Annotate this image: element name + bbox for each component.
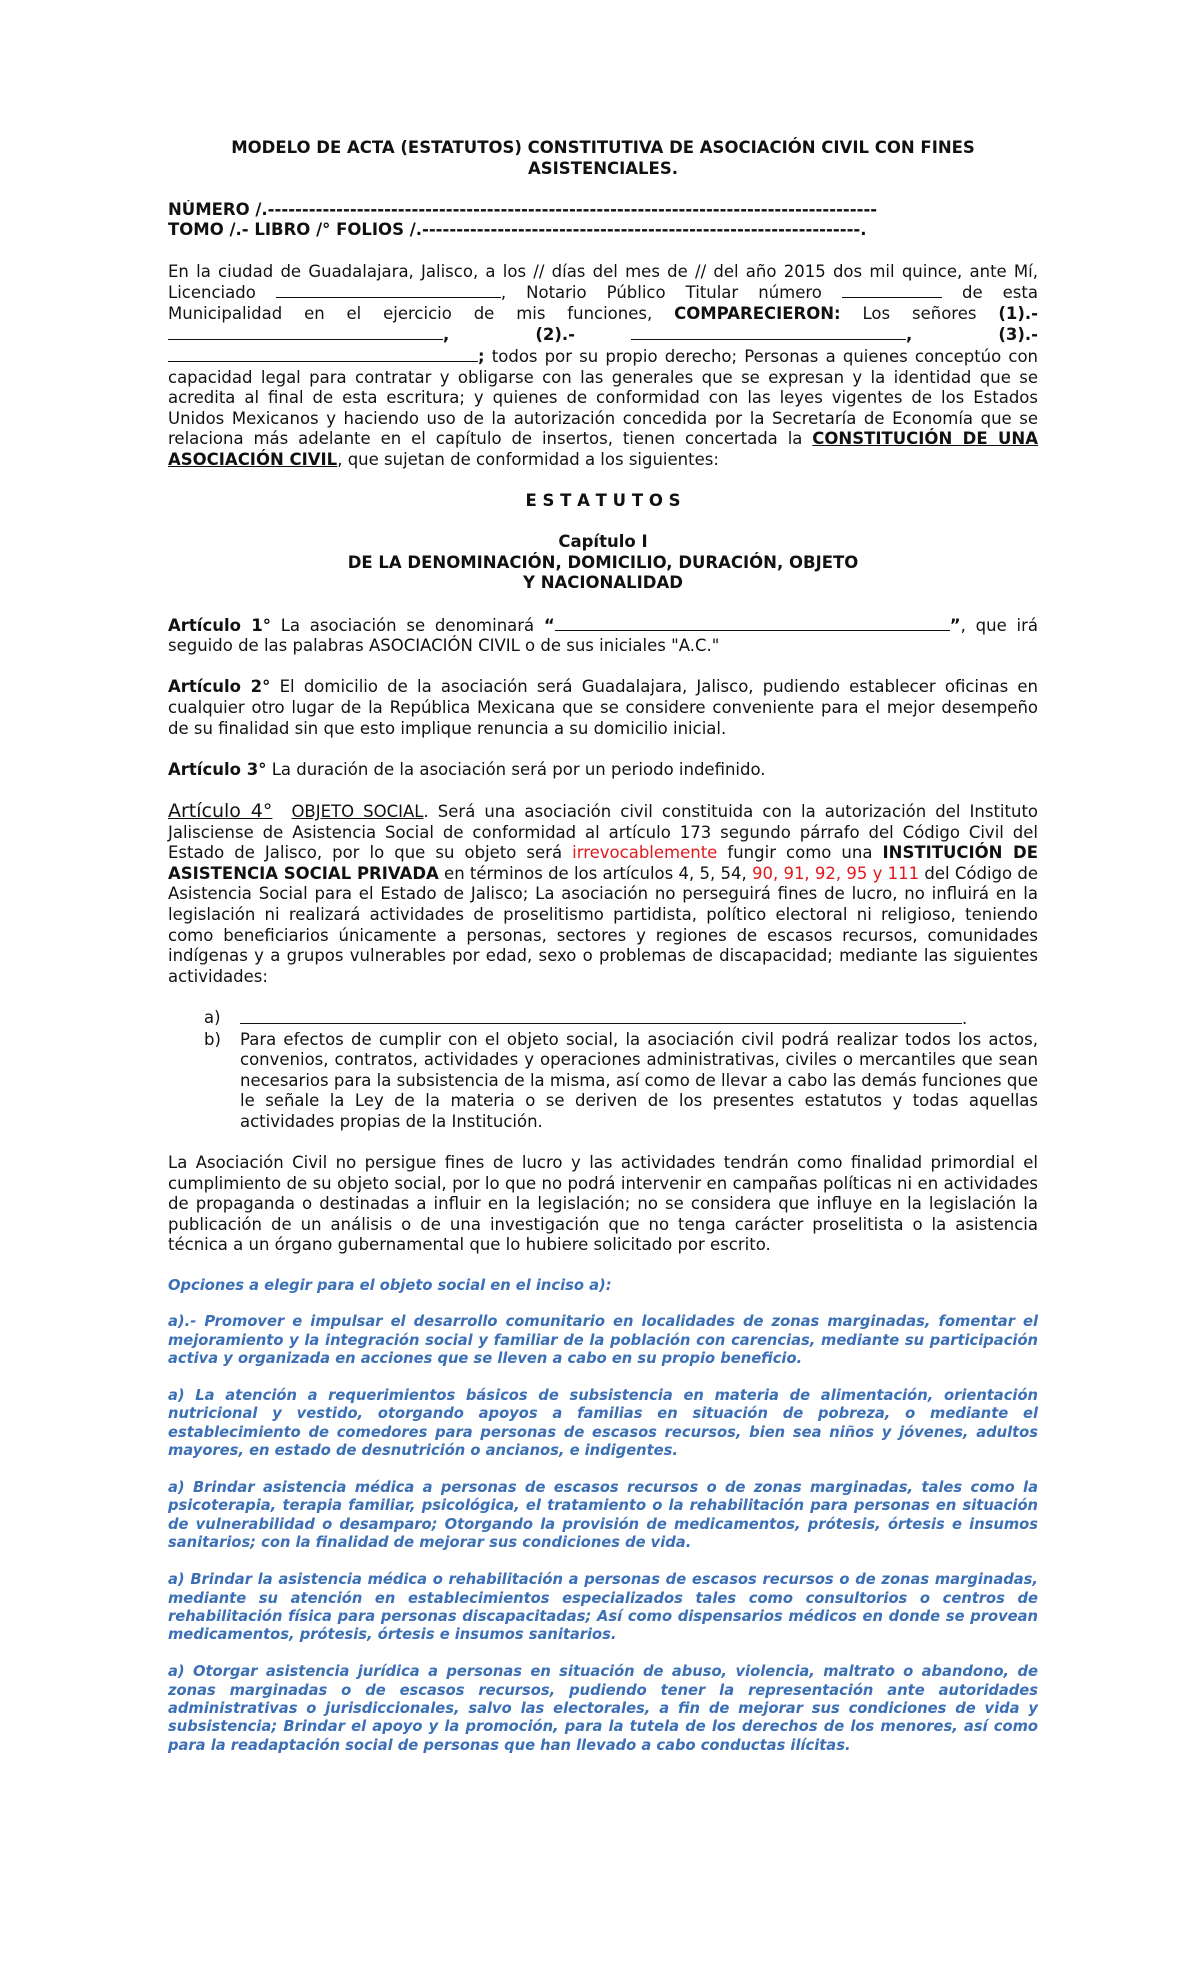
- person-1-blank: [168, 324, 443, 340]
- comma-1: ,: [443, 325, 450, 345]
- article-4-text-4: del Código de Asistencia Social para el Estado de Jalisco; La asociación no perseguirá fines de lucro, no influirá en la legislación ni realizará actividades de proselitismo partidista, político electoral ni religioso, teniendo como beneficiarios únicamente a personas, sectores y regiones de escasos recursos, comunidades indígenas y a grupos vulnerables por edad, sexo o problemas de discapacidad; mediante las siguientes actividades:: [168, 863, 1038, 986]
- notary-name-blank: [276, 282, 501, 298]
- article-2-text: El domicilio de la asociación será Guadalajara, Jalisco, pudiendo establecer oficinas en cualquier otro lugar de la República Mexicana que se considere conveniente para el mejor desempeño de su finalidad sin que esto implique renuncia a su domicilio inicial.: [168, 677, 1038, 738]
- document-page: [168, 138, 1038, 1755]
- list-item-b-text: Para efectos de cumplir con el objeto social, la asociación civil podrá realizar todos los actos, convenios, contratos, actividades y operaciones administrativas, civiles o mercantiles que sean necesarios para la subsistencia de la misma, así como de llevar a cabo las demás funciones que le señale la Ley de la materia o se deriven de los presentes estatutos y todas aquellas actividades propias de la Institución.: [240, 1029, 1038, 1131]
- close-quote: ”: [949, 615, 961, 635]
- person-3-blank: [168, 346, 478, 362]
- comparecieron-label: COMPARECIERON:: [674, 303, 841, 323]
- article-3: [168, 760, 1038, 781]
- intro-text-1: En la ciudad de Guadalajara, Jalisco, a los // días del mes de // del año 2015 dos mil quince, ante Mí, Licenciado: [168, 261, 1038, 303]
- option-1: a).- Promover e impulsar el desarrollo comunitario en localidades de zonas marginadas, fomentar el mejoramiento y la integración social y familiar de la población con carencias, mediante su participación activa y organizada en acciones que se lleven a cabo en su propio beneficio.: [168, 1313, 1038, 1368]
- article-4-text-1: . Será una asociación civil constituida con la autorización del Instituto Jalisciense de Asistencia Social de conformidad al artículo 173 segundo párrafo del Código Civil del Estado de Jalisco, por lo que su objeto será: [168, 802, 1039, 863]
- association-name-blank: [555, 615, 950, 631]
- person-3-label: (3).-: [998, 325, 1039, 345]
- document-title: MODELO DE ACTA (ESTATUTOS) CONSTITUTIVA DE ASOCIACIÓN CIVIL CON FINES ASISTENCIALES.: [231, 138, 975, 178]
- intro-text-5: todos por su propio derecho; Personas a quienes conceptúo con capacidad legal para contratar y obligarse con las generales que se expresan y la identidad que se acredita al final de esta escritura; y quienes de conformidad con las leyes vigentes de los Estados Unidos Mexicanos y haciendo uso de la autorización concedida por la Secretaría de Economía que se relaciona más adelante en el capítulo de insertos, tienen concertada la: [168, 346, 1039, 449]
- options-heading: Opciones a elegir para el objeto social en el inciso a):: [168, 1276, 612, 1294]
- irrevocablemente-text: irrevocablemente: [572, 843, 718, 863]
- article-3-label: Artículo 3°: [168, 759, 267, 779]
- numero-line: NÚMERO /.-----------------------------------------------------------------------------------------: [168, 199, 878, 219]
- institucion-label: INSTITUCIÓN DE ASISTENCIA SOCIAL PRIVADA: [168, 843, 1039, 883]
- article-4: [168, 801, 1038, 987]
- option-4: a) Brindar la asistencia médica o rehabilitación a personas de escasos recursos o de zonas marginadas, mediante su atención en establecimientos especializados tales como consultorios o centros de rehabilitación física para personas discapacitadas; Así como dispensarios médicos en donde se provean medicamentos, prótesis, órtesis e insumos sanitarios.: [168, 1571, 1038, 1644]
- activities-list: [204, 1008, 1038, 1133]
- objeto-social-label: OBJETO SOCIAL: [291, 802, 424, 821]
- article-2: [168, 677, 1038, 739]
- intro-text-3: de esta Municipalidad en el ejercicio de mis funciones,: [168, 283, 1038, 323]
- list-item-a-period: .: [962, 1008, 968, 1028]
- article-1: [168, 615, 1038, 657]
- open-quote: “: [543, 615, 555, 635]
- chapter-title-line-1: DE LA DENOMINACIÓN, DOMICILIO, DURACIÓN, OBJETO: [347, 552, 859, 572]
- tomo-line: TOMO /.- LIBRO /° FOLIOS /.----------------------------------------------------------------.: [168, 220, 867, 240]
- article-4-label: Artículo 4°: [168, 800, 273, 822]
- article-1-text-2: , que irá seguido de las palabras ASOCIACIÓN CIVIL o de sus iniciales "A.C.": [168, 615, 1038, 656]
- intro-text-4: Los señores: [862, 303, 977, 323]
- comma-2: ,: [906, 325, 913, 345]
- chapter-title-line-2: Y NACIONALIDAD: [523, 573, 683, 593]
- person-1-label: (1).-: [998, 303, 1039, 323]
- list-marker-b: b): [204, 1029, 221, 1049]
- chapter-number: Capítulo I: [558, 532, 648, 552]
- list-item-b: [204, 1030, 1038, 1133]
- person-2-blank: [631, 324, 906, 340]
- activity-a-blank: [240, 1008, 962, 1024]
- article-2-label: Artículo 2°: [168, 677, 271, 697]
- intro-text-2: , Notario Público Titular número: [500, 283, 822, 303]
- article-4-text-3: en términos de los artículos 4, 5, 54,: [444, 863, 747, 883]
- list-item-a-content: [240, 1008, 1038, 1030]
- article-1-label: Artículo 1°: [168, 615, 271, 635]
- estatutos-heading: E S T A T U T O S: [525, 491, 681, 511]
- no-lucro-paragraph: La Asociación Civil no persigue fines de lucro y las actividades tendrán como finalidad primordial el cumplimiento de su objeto social, por lo que no podrá intervenir en campañas políticas ni en actividades de propaganda o destinadas a influir en la legislación; no se considera que influye en la legislación la publicación de un análisis o de una investigación que no tenga carácter proselitista o la asistencia técnica a un órgano gubernamental que lo hubiere solicitado por escrito.: [168, 1153, 1038, 1255]
- option-2: a) La atención a requerimientos básicos de subsistencia en materia de alimentación, orientación nutricional y vestido, otorgando apoyos a familias en situación de pobreza, o mediante el establecimiento de comedores para personas de escasos recursos, bien sea niños y jóvenes, adultos mayores, en estado de desnutrición o ancianos, e indigentes.: [168, 1387, 1038, 1460]
- intro-text-6: , que sujetan de conformidad a los siguientes:: [337, 449, 719, 469]
- option-3: a) Brindar asistencia médica a personas de escasos recursos o de zonas marginadas, tales como la psicoterapia, terapia familiar, psicológica, el tratamiento o la rehabilitación para personas en situación de vulnerabilidad o desamparo; Otorgando la provisión de medicamentos, prótesis, órtesis e insumos sanitarios; con la finalidad de mejorar sus condiciones de vida.: [168, 1479, 1038, 1552]
- list-marker-a: a): [204, 1007, 221, 1027]
- constitucion-label: CONSTITUCIÓN DE UNA ASOCIACIÓN CIVIL: [168, 429, 1038, 469]
- article-1-text-1: La asociación se denominará: [280, 615, 535, 635]
- option-5: a) Otorgar asistencia jurídica a personas en situación de abuso, violencia, maltrato o abandono, de zonas marginadas o de escasos recursos, pudiendo tener la representación ante autoridades administrativas o jurisdiccionales, salvo las electorales, a fin de mejorar sus condiciones de vida y subsistencia; Brindar el apoyo y la promoción, para la tutela de los derechos de los menores, así como para la readaptación social de personas que han llevado a cabo conductas ilícitas.: [168, 1663, 1038, 1754]
- list-item-a: [204, 1008, 1038, 1030]
- article-3-text: La duración de la asociación será por un periodo indefinido.: [271, 759, 766, 779]
- intro-paragraph: [168, 262, 1038, 471]
- article-numbers-red: 90, 91, 92, 95 y 111: [751, 863, 920, 883]
- semicolon: ;: [478, 346, 485, 366]
- person-2-label: (2).-: [535, 325, 575, 345]
- notary-number-blank: [842, 282, 942, 298]
- article-4-text-2: fungir como una: [727, 843, 873, 863]
